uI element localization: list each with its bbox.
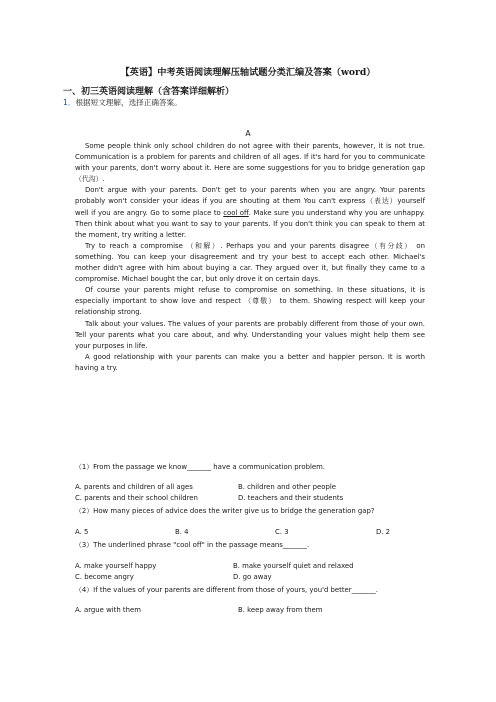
paragraph-6: A good relationship with your parents can make you a better and happier person. It is worth having a try. [75,352,425,372]
question-1-option-d[interactable]: D. teachers and their students [238,494,344,502]
underlined-phrase: cool off [223,208,249,217]
paragraph-3: Try to reach a compromise （和解）. Perhaps you and your parents disagree（有分歧） on something. You can keep your disagreement and try your best to accept each other. Michael's mother didn't agree with him about buying a car. They argued over it, but finally they came to a compromise. Michael bought the car, but only drove it on certain days. [75,241,425,284]
question-1-stem: （1）From the passage we know_______ have a communication problem. [75,463,325,471]
paragraph-5: Talk about your values. The values of your parents are probably different from those of your own. Tell your parents what you care about, and why. Understanding your values might help them see your purposes in life. [75,319,425,350]
paragraph-1: Some people think only school children do not agree with their parents, however, it is not true. Communication is a problem for parents and children of all ages. If it's hard for you to communicate with your parents, don't worry about it. Here are some suggestions for you to bridge generation gap（代沟）. [75,142,425,184]
question-1-option-b[interactable]: B. children and other people [238,483,337,491]
question-4-stem: （4）If the values of your parents are different from those of yours, you'd better_______. [75,586,378,594]
question-2-option-d[interactable]: D. 2 [376,528,391,536]
question-4-option-b[interactable]: B. keep away from them [238,606,323,614]
question-2-stem: （2）How many pieces of advice does the writer give us to bridge the generation gap? [75,507,375,515]
instruction-text: 根据短文理解，选择正确答案。 [75,98,182,107]
document-title: 【英语】中考英语阅读理解压轴试题分类汇编及答案（word） [120,67,376,78]
section-heading: 一、初三英语阅读理解（含答案详细解析） [63,87,235,97]
question-3-option-b[interactable]: B. make yourself quiet and relaxed [233,562,354,570]
passage-label: A [245,129,251,138]
paragraph-4: Of course your parents might refuse to compromise on something. In these situations, it is especially important to show love and respect （尊敬） to them. Showing respect will keep your relationship strong. [75,286,425,317]
question-1-option-a[interactable]: A. parents and children of all ages [75,483,193,491]
question-2-option-b[interactable]: B. 4 [175,528,189,536]
paragraph-2-start: Don't argue with your parents. Don't get to your parents when you are angry. Your parents probably won't consider your ideas if you are shouting at them You can't express（表达）yourself well if you are angry. Go to some place to [75,186,425,217]
question-2-option-a[interactable]: A. 5 [75,528,89,536]
passage-body [75,141,425,374]
question-2-option-c[interactable]: C. 3 [275,528,289,536]
question-3-stem: （3）The underlined phrase "cool off" in the passage means_______. [75,541,310,549]
question-4-option-a[interactable]: A. argue with them [75,606,141,614]
paragraph-2-end: . Make sure you understand why you are unhappy. Then think about what you want to say to your parents. If you don't think you can speak to them at the moment, try writing a letter. [75,208,425,239]
question-3-option-a[interactable]: A. make yourself happy [75,562,157,570]
question-3-option-d[interactable]: D. go away [233,573,272,581]
paragraph-2 [75,185,425,240]
instruction-number: 1． [63,98,76,107]
question-1-option-c[interactable]: C. parents and their school children [75,494,198,502]
instruction [63,97,182,108]
question-3-option-c[interactable]: C. become angry [75,573,134,581]
